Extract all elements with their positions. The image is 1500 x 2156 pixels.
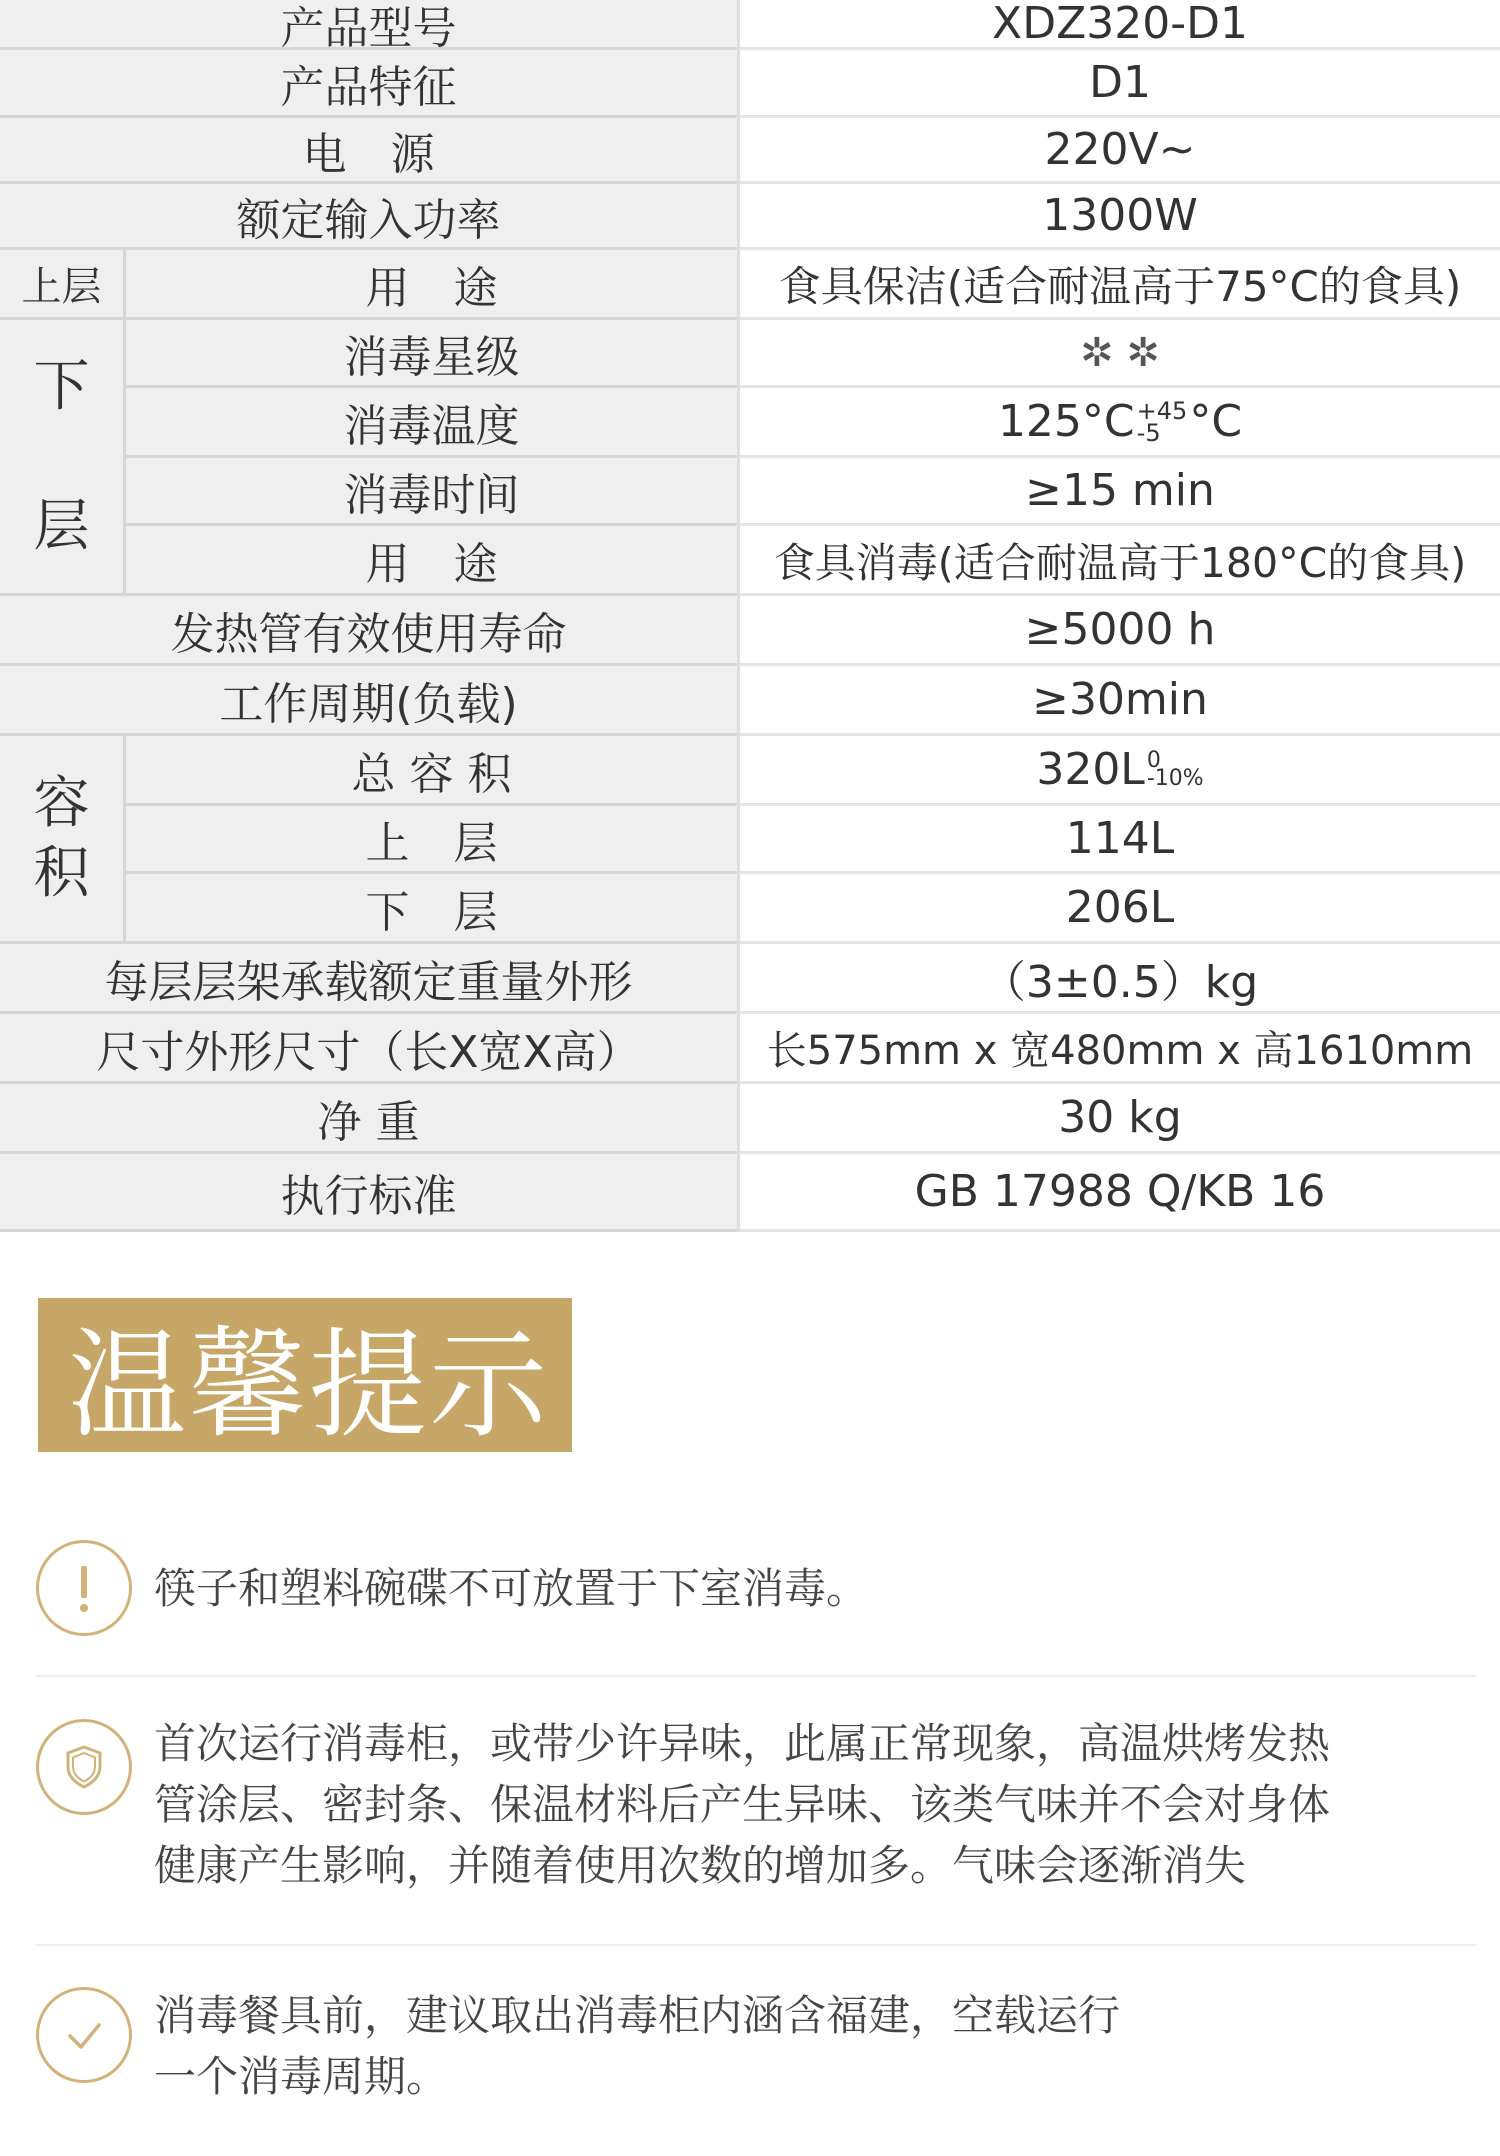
volume-group — [0, 736, 126, 944]
tip-text-2 — [154, 1713, 1474, 1896]
shield-icon — [36, 1719, 132, 1815]
size-value: 长575mm x 宽480mm x 高1610mm — [740, 1014, 1500, 1084]
total-tol-up: 0 — [1146, 747, 1161, 773]
rated-power-label: 额定输入功率 — [0, 184, 737, 250]
temp-tolerance — [1136, 396, 1188, 447]
lower-volume-label: 下 层 — [126, 874, 737, 944]
time-value: ≥15 min — [740, 458, 1500, 526]
temp-unit: °C — [1189, 396, 1243, 447]
standard-value: GB 17988 Q/KB 16 — [740, 1154, 1500, 1232]
weight-label: 净 重 — [0, 1084, 737, 1154]
time-label: 消毒时间 — [126, 458, 737, 526]
upper-volume-value: 114L — [740, 806, 1500, 874]
temp-value — [740, 388, 1500, 458]
column-divider — [737, 0, 740, 1232]
lower-layer-group — [0, 320, 126, 596]
tip-2-line-3: 健康产生影响，并随着使用次数的增加多。气味会逐渐消失 — [154, 1841, 1247, 1890]
tip-2-line-1: 首次运行消毒柜，或带少许异味，此属正常现象，高温烘烤发热 — [154, 1719, 1331, 1768]
temp-number: 125°C — [997, 396, 1135, 447]
load-value: （3±0.5）kg — [740, 944, 1500, 1014]
lower-group-char-1: 下 — [33, 353, 90, 419]
cycle-value: ≥30min — [740, 666, 1500, 736]
upper-layer-group: 上层 — [0, 250, 126, 320]
check-glyph — [56, 2007, 112, 2063]
temp-tol-down: -5 — [1136, 418, 1161, 447]
tip-3-line-1: 消毒餐具前，建议取出消毒柜内涵含福建，空载运行 — [154, 1991, 1121, 2040]
exclamation-glyph — [54, 1558, 114, 1618]
feature-label: 产品特征 — [0, 50, 737, 118]
feature-value: D1 — [740, 50, 1500, 118]
tip-3-line-2: 一个消毒周期。 — [154, 2052, 449, 2101]
size-label: 尺寸外形尺寸（长X宽X高） — [0, 1014, 737, 1084]
shield-glyph — [56, 1739, 112, 1795]
temp-label: 消毒温度 — [126, 388, 737, 458]
power-label: 电 源 — [0, 118, 737, 184]
tip-text-3 — [154, 1985, 1474, 2107]
lower-volume-value: 206L — [740, 874, 1500, 944]
tip-text-1: 筷子和塑料碗碟不可放置于下室消毒。 — [154, 1564, 869, 1613]
weight-value: 30 kg — [740, 1084, 1500, 1154]
tip-divider-1 — [36, 1675, 1476, 1677]
temp-tol-up: +45 — [1136, 396, 1188, 425]
power-value: 220V~ — [740, 118, 1500, 184]
lower-use-value: 食具消毒(适合耐温高于180°C的食具) — [740, 526, 1500, 596]
star-label: 消毒星级 — [126, 320, 737, 388]
exclamation-icon — [36, 1540, 132, 1636]
tip-2-line-2: 管涂层、密封条、保温材料后产生异味、该类气味并不会对身体 — [154, 1780, 1331, 1829]
upper-volume-label: 上 层 — [126, 806, 737, 874]
total-tol-down: -10% — [1146, 765, 1204, 791]
lower-use-label: 用 途 — [126, 526, 737, 596]
tips-banner — [38, 1298, 572, 1452]
check-icon — [36, 1987, 132, 2083]
rated-power-value: 1300W — [740, 184, 1500, 250]
tip-item-3 — [36, 1985, 1476, 2115]
total-volume-value — [740, 736, 1500, 806]
life-value: ≥5000 h — [740, 596, 1500, 666]
model-label: 产品型号 — [0, 0, 737, 50]
tips-title: 温馨提示 — [68, 1316, 550, 1454]
life-label: 发热管有效使用寿命 — [0, 596, 737, 666]
volume-group-char-1: 容 — [33, 770, 90, 836]
total-volume-number: 320L — [1036, 744, 1145, 795]
upper-use-label: 用 途 — [126, 250, 737, 320]
volume-group-char-2: 积 — [33, 840, 90, 906]
load-label: 每层层架承载额定重量外形 — [0, 944, 737, 1014]
total-volume-label: 总 容 积 — [126, 736, 737, 806]
lower-group-char-2: 层 — [33, 493, 90, 559]
tip-divider-2 — [36, 1944, 1476, 1946]
standard-label: 执行标准 — [0, 1154, 737, 1232]
upper-use-value: 食具保洁(适合耐温高于75°C的食具) — [740, 250, 1500, 320]
star-value: ✲ ✲ — [740, 320, 1500, 388]
cycle-label: 工作周期(负载) — [0, 666, 737, 736]
tip-item-1 — [36, 1540, 1476, 1650]
tip-item-2 — [36, 1713, 1476, 1903]
total-volume-tolerance — [1146, 747, 1204, 791]
model-value: XDZ320-D1 — [740, 0, 1500, 50]
